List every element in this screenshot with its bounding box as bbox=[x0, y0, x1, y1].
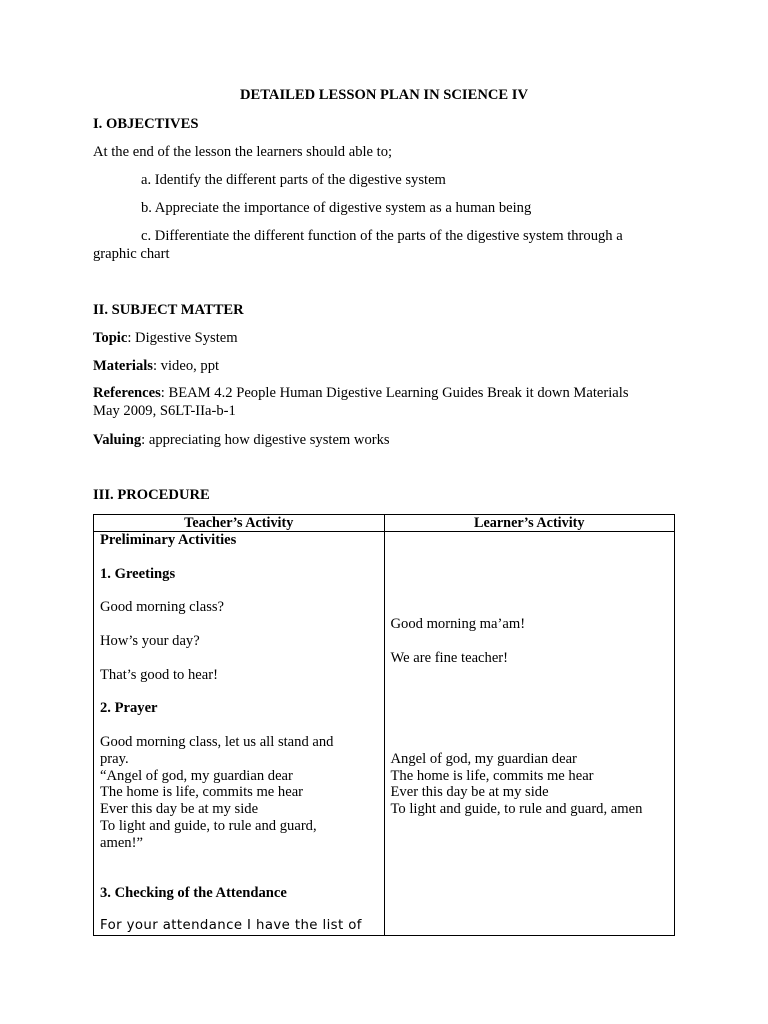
objective-item-c-continued: graphic chart bbox=[93, 246, 170, 262]
valuing-label: Valuing bbox=[93, 432, 142, 448]
teacher-activity-header: Teacher’s Activity bbox=[94, 515, 385, 532]
teacher-greeting-2: How’s your day? bbox=[100, 633, 200, 649]
teacher-prayer-line-3: “Angel of god, my guardian dear bbox=[100, 768, 293, 784]
objective-item-b: b. Appreciate the importance of digestive system as a human being bbox=[141, 200, 532, 216]
objective-item-c: c. Differentiate the different function of the parts of the digestive system through a bbox=[141, 228, 623, 244]
topic-line bbox=[93, 330, 238, 347]
teacher-prayer-line-1: Good morning class, let us all stand and bbox=[100, 734, 334, 750]
objectives-heading: I. OBJECTIVES bbox=[93, 116, 199, 132]
procedure-heading: III. PROCEDURE bbox=[93, 487, 210, 503]
objectives-intro: At the end of the lesson the learners should able to; bbox=[93, 144, 393, 160]
objective-item-a: a. Identify the different parts of the digestive system bbox=[141, 172, 446, 188]
learner-activity-cell bbox=[384, 532, 675, 936]
topic-label: Topic bbox=[93, 330, 128, 346]
document-title: DETAILED LESSON PLAN IN SCIENCE IV bbox=[239, 87, 529, 103]
procedure-table bbox=[93, 514, 675, 936]
learner-prayer-line-2: The home is life, commits me hear bbox=[390, 768, 594, 784]
teacher-activity-cell bbox=[94, 532, 385, 936]
learner-activity-header: Learner’s Activity bbox=[384, 515, 675, 532]
attendance-text: For your attendance I have the list of bbox=[100, 918, 362, 933]
preliminary-activities-heading: Preliminary Activities bbox=[100, 532, 237, 548]
references-line bbox=[93, 385, 629, 402]
prayer-heading: 2. Prayer bbox=[100, 700, 158, 716]
learner-reply-2: We are fine teacher! bbox=[390, 650, 509, 666]
table-row bbox=[94, 532, 675, 936]
teacher-greeting-3: That’s good to hear! bbox=[100, 667, 218, 683]
subject-matter-heading: II. SUBJECT MATTER bbox=[93, 302, 244, 318]
valuing-line bbox=[93, 432, 390, 449]
valuing-value: : appreciating how digestive system works bbox=[141, 432, 390, 448]
references-label: References bbox=[93, 385, 161, 401]
greetings-heading: 1. Greetings bbox=[100, 566, 176, 582]
references-value: : BEAM 4.2 People Human Digestive Learning Guides Break it down Materials bbox=[160, 385, 629, 401]
teacher-prayer-line-7: amen!” bbox=[100, 835, 143, 851]
teacher-prayer-line-5: Ever this day be at my side bbox=[100, 801, 259, 817]
attendance-heading: 3. Checking of the Attendance bbox=[100, 885, 287, 901]
learner-prayer-line-3: Ever this day be at my side bbox=[390, 784, 549, 800]
learner-prayer-line-1: Angel of god, my guardian dear bbox=[390, 751, 577, 767]
topic-value: : Digestive System bbox=[127, 330, 238, 346]
references-continued: May 2009, S6LT-IIa-b-1 bbox=[93, 403, 236, 419]
teacher-greeting-1: Good morning class? bbox=[100, 599, 225, 615]
table-header-row bbox=[94, 515, 675, 532]
materials-line bbox=[93, 358, 219, 375]
learner-reply-1: Good morning ma’am! bbox=[390, 616, 526, 632]
materials-value: : video, ppt bbox=[152, 358, 220, 374]
learner-prayer-line-4: To light and guide, to rule and guard, amen bbox=[390, 801, 643, 817]
materials-label: Materials bbox=[93, 358, 153, 374]
teacher-prayer-line-6: To light and guide, to rule and guard, bbox=[100, 818, 317, 834]
teacher-prayer-line-2: pray. bbox=[100, 751, 129, 767]
teacher-prayer-line-4: The home is life, commits me hear bbox=[100, 784, 304, 800]
